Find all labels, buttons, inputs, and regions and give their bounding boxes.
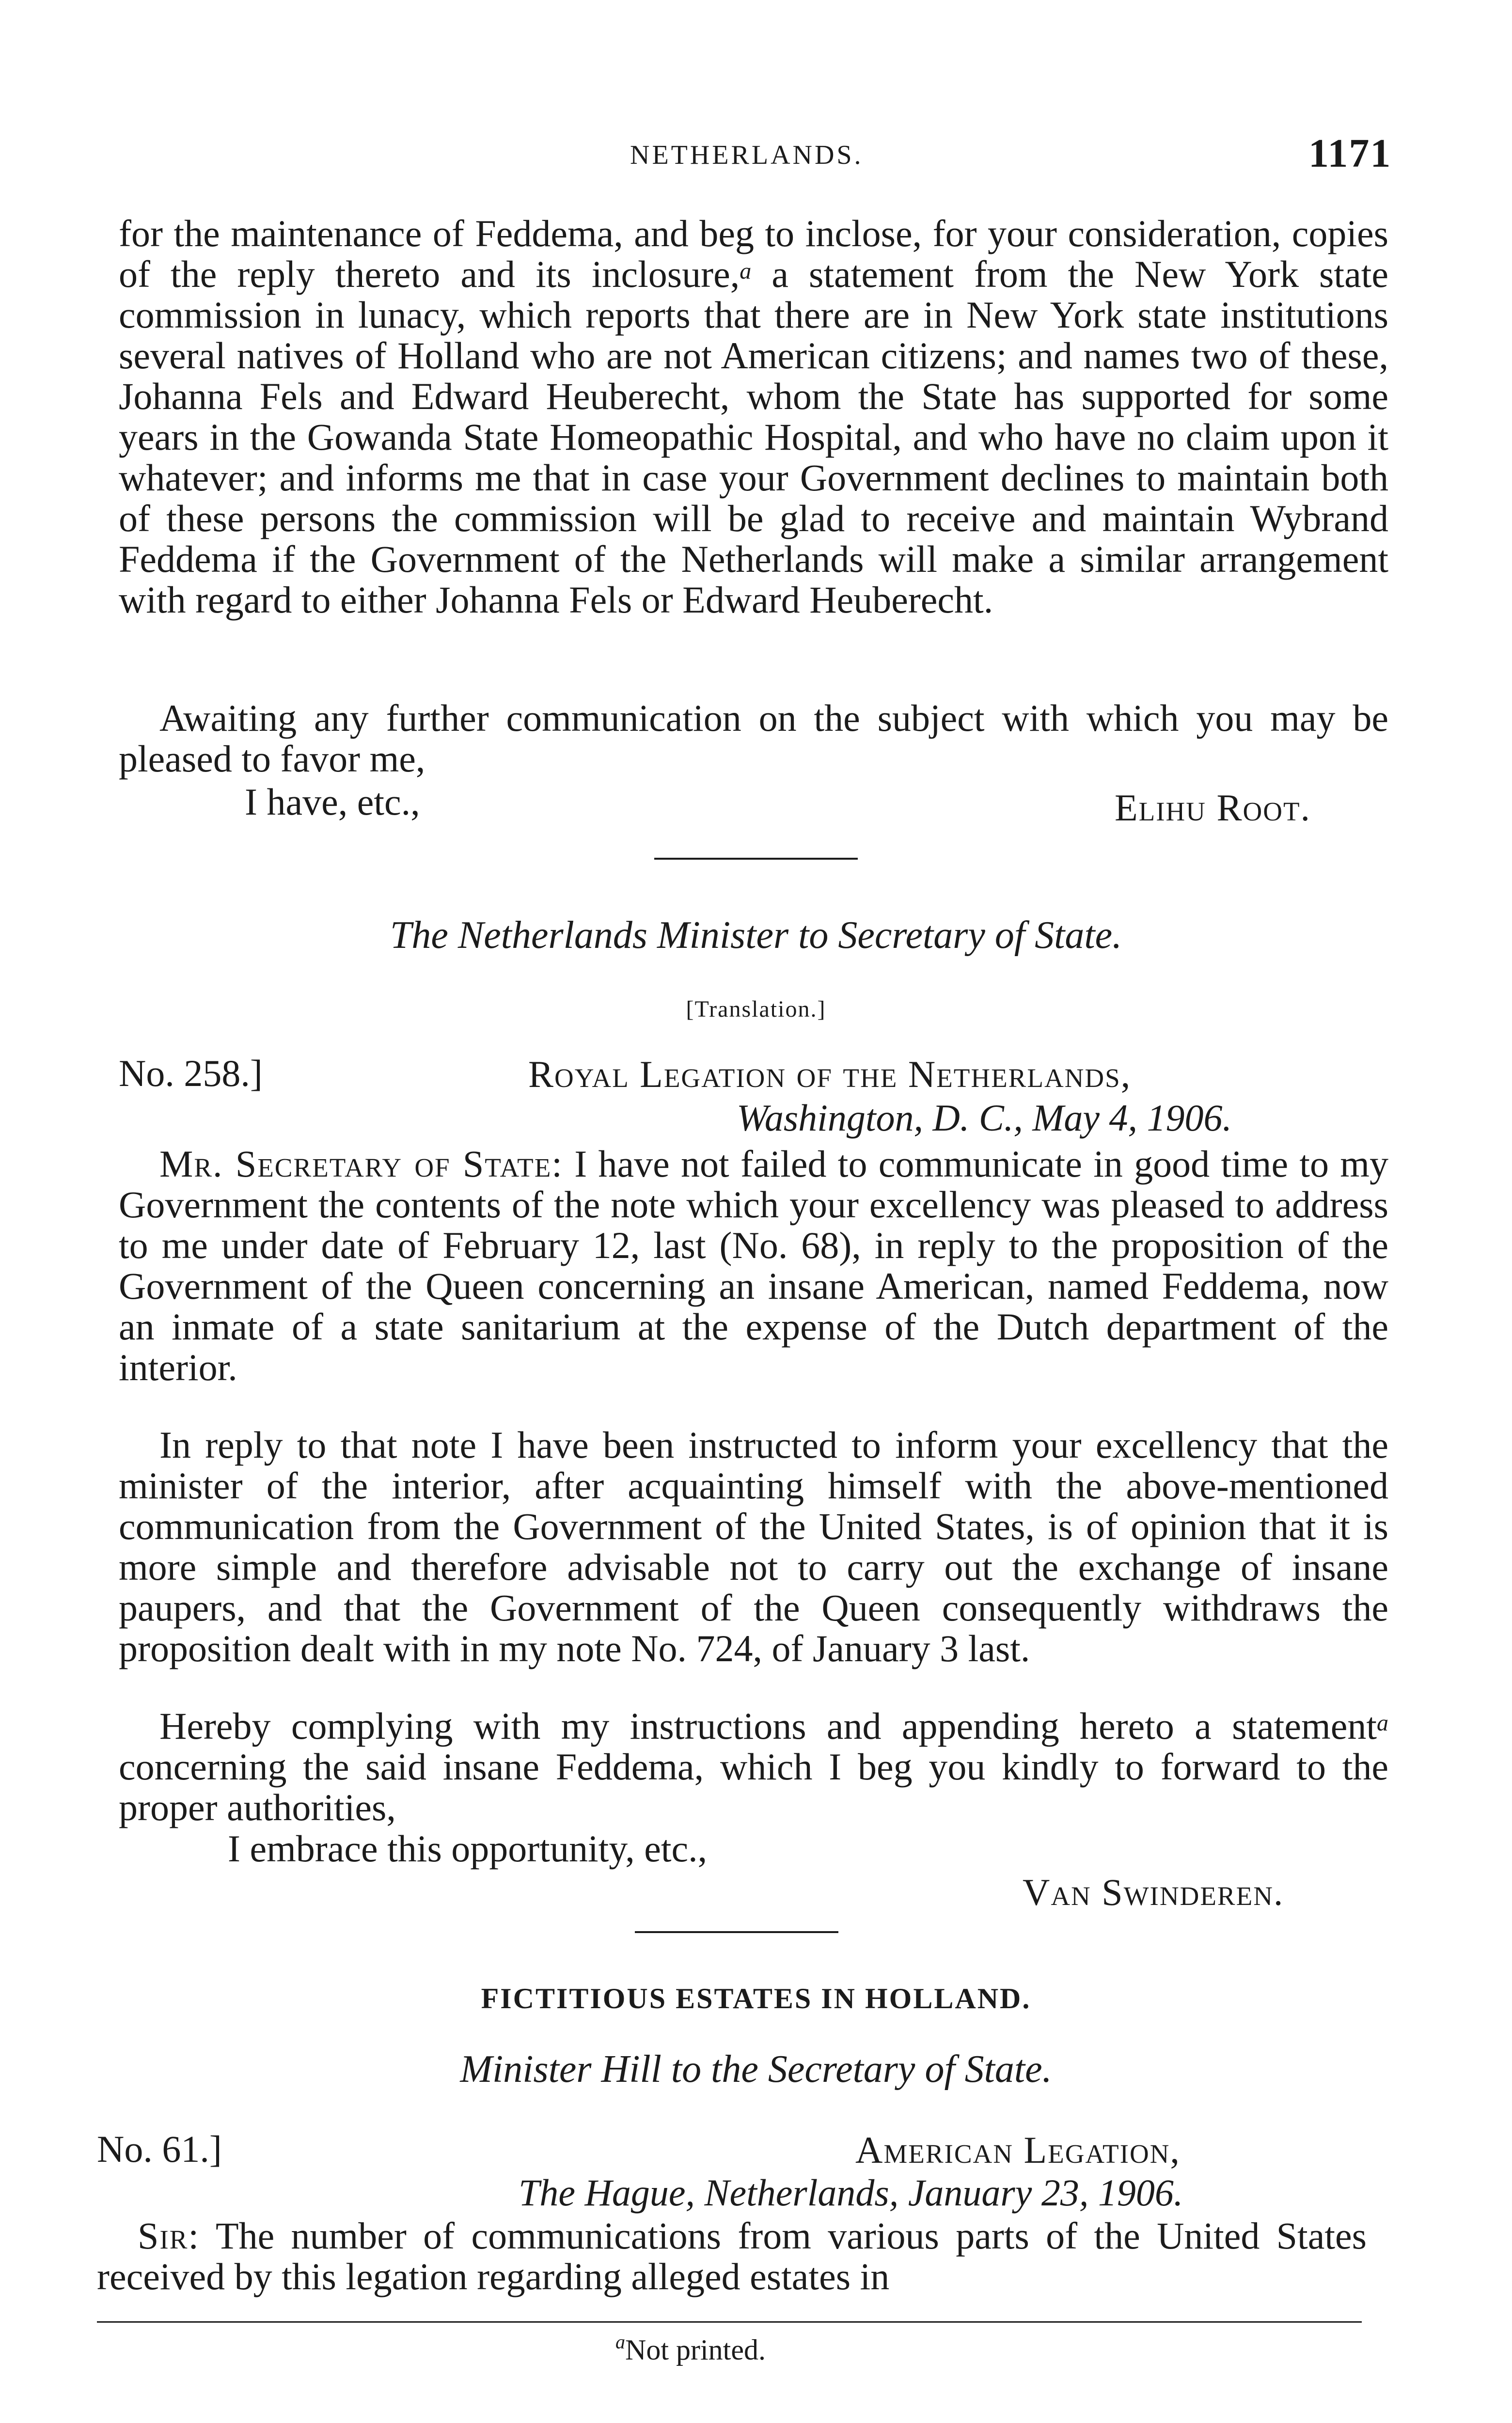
footnote-ref: a [1377, 1710, 1388, 1736]
letter2-salutation: Mr. Secretary of State: [159, 1143, 563, 1185]
letter3-paragraph-1 [97, 2216, 1367, 2297]
letter3-place-date: The Hague, Netherlands, January 23, 1906. [519, 2171, 1183, 2214]
letter1-closing: I have, etc., [245, 781, 420, 823]
divider [654, 858, 858, 860]
letter1-paragraph-1 [119, 213, 1388, 620]
running-head-title: NETHERLANDS. [630, 140, 864, 170]
page-number: 1171 [1308, 131, 1392, 176]
translation-note: [Translation.] [686, 996, 826, 1022]
footnote-text: Not printed. [625, 2334, 766, 2366]
letter2-paragraph-3 [119, 1706, 1388, 1828]
footnote-ref: a [740, 258, 752, 284]
letter3-salutation: Sir: [138, 2215, 200, 2257]
section-title: FICTITIOUS ESTATES IN HOLLAND. [481, 1982, 1031, 2014]
footnote-rule [97, 2321, 1362, 2323]
letter3-sender: American Legation, [855, 2129, 1181, 2171]
divider [635, 1931, 838, 1933]
letter3-paragraph-1-text: The number of communications from various parts of the United States received by this legation regarding alleged estates in [97, 2215, 1367, 2297]
letter1-signature: Elihu Root. [1115, 787, 1311, 829]
letter2-paragraph-2: In reply to that note I have been instructed to inform your excellency that the minister of the interior, after acquainting himself with the above-mentioned communication from the Government of the United States, is of opinion that it is more simple and therefore advisable not to carry out the exchange of insane paupers, and that the Government of the Queen consequently withdraws the proposition dealt with in my note No. 724, of January 3 last. [119, 1424, 1388, 1669]
letter1-paragraph-1-text: for the maintenance of Feddema, and beg to inclose, for your consideration, copies of the reply thereto and its inclosure, [119, 212, 1388, 295]
letter2-number: No. 258.] [119, 1052, 263, 1094]
letter2-paragraph-3-text: Hereby complying with my instructions and appending hereto a statement [159, 1705, 1377, 1747]
running-head [0, 130, 1512, 176]
letter2-heading: The Netherlands Minister to Secretary of State. [390, 914, 1122, 957]
letter2-paragraph-1 [119, 1144, 1388, 1388]
letter2-paragraph-3-rest: concerning the said insane Feddema, which I beg you kindly to forward to the proper authorities, [119, 1746, 1388, 1828]
letter2-signature: Van Swinderen. [1023, 1871, 1284, 1913]
letter3-number: No. 61.] [97, 2128, 222, 2170]
footnote [615, 2333, 766, 2367]
letter2-sender: Royal Legation of the Netherlands, [528, 1053, 1132, 1095]
letter3-heading: Minister Hill to the Secretary of State. [460, 2048, 1052, 2091]
letter2-paragraph-1-text: I have not failed to communicate in good time to my Government the contents of the note which your excellency was pleased to address to me under date of February 12, last (No. 68), in reply to the proposition of the Government of the Queen concerning an insane American, named Feddema, now an inmate of a state sanitarium at the expense of the Dutch department of the interior. [119, 1143, 1388, 1388]
footnote-marker: a [615, 2331, 625, 2353]
letter1-paragraph-1-rest: a statement from the New York state commission in lunacy, which reports that there are in New York state institutions several natives of Holland who are not American citizens; and names two of these, Johanna Fels and Edward Heuberecht, whom the State has supported for some years in the Gowanda State Homeopathic Hospital, and who have no claim upon it whatever; and informs me that in case your Government declines to maintain both of these persons the commission will be glad to receive and maintain Wybrand Feddema if the Government of the Netherlands will make a similar arrangement with regard to either Johanna Fels or Edward Heuberecht. [119, 253, 1388, 621]
letter1-paragraph-2: Awaiting any further communication on the subject with which you may be pleased to favor me, [119, 697, 1388, 780]
letter2-place-date: Washington, D. C., May 4, 1906. [737, 1097, 1232, 1139]
letter2-closing: I embrace this opportunity, etc., [228, 1827, 708, 1870]
